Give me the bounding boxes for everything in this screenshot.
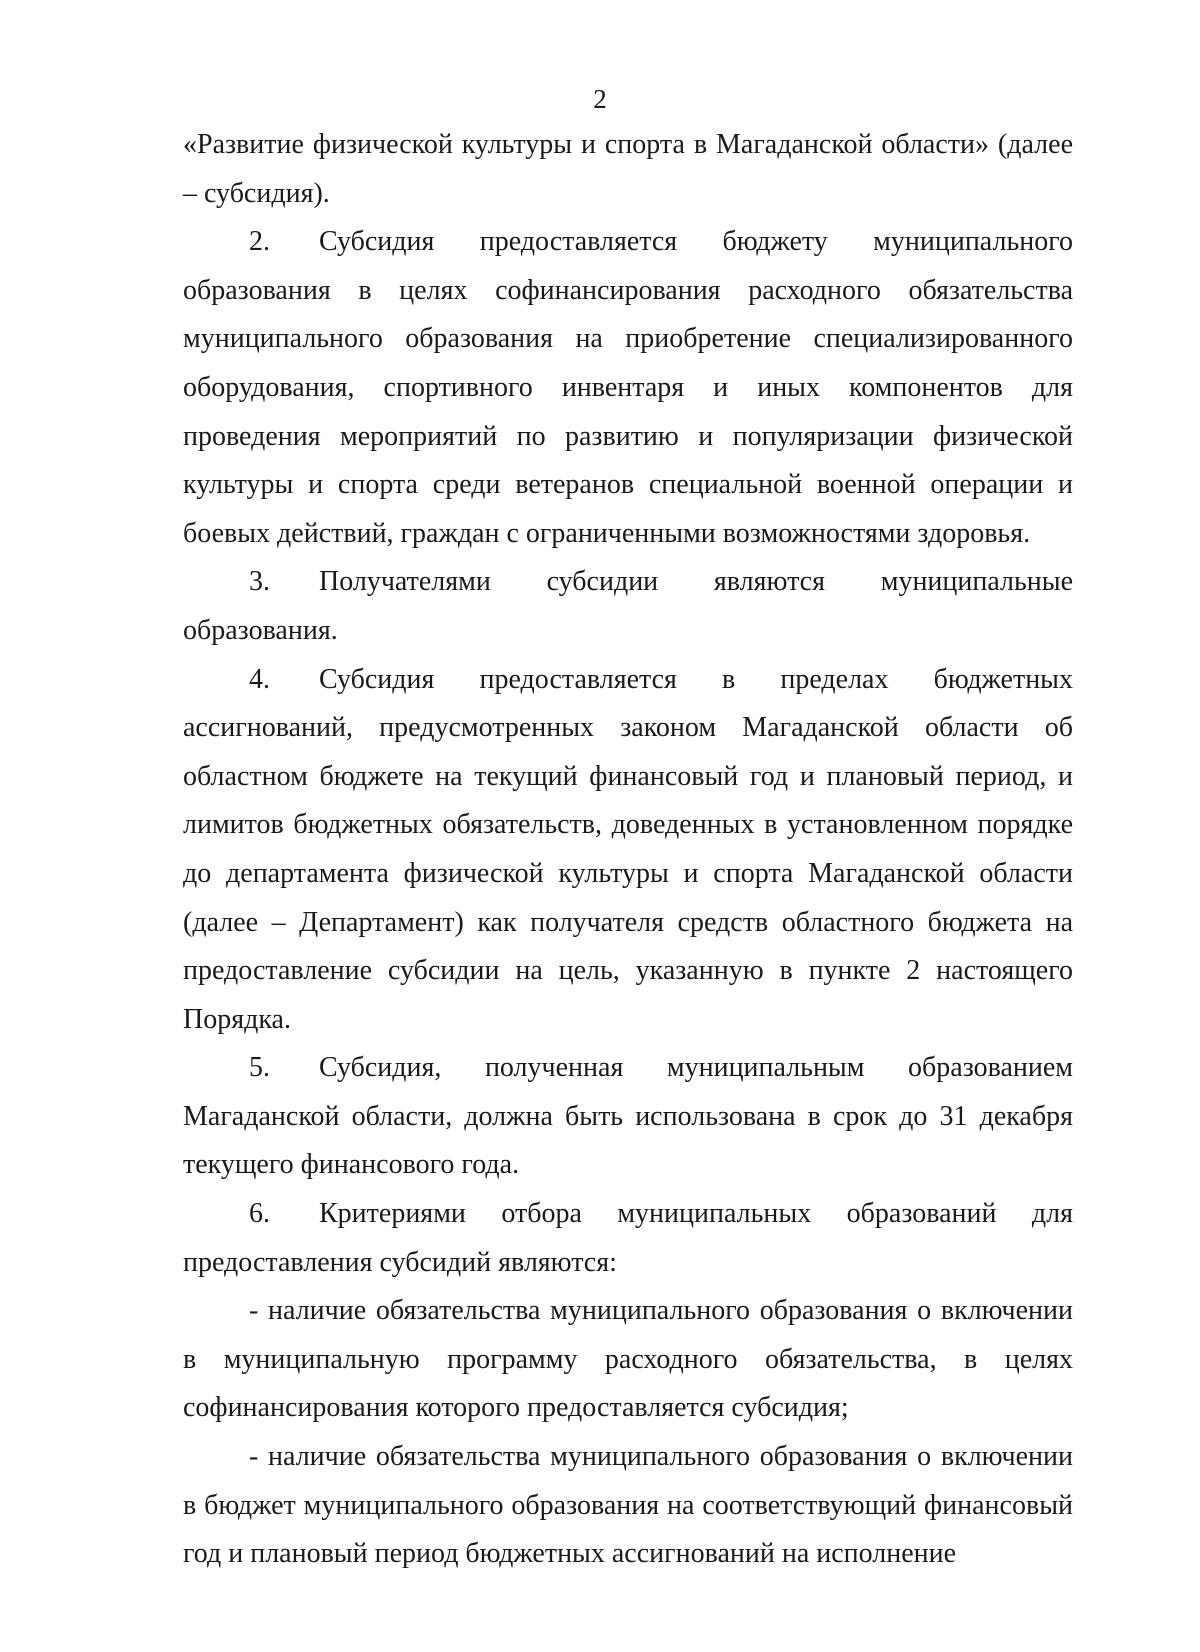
criteria-list-item: - наличие обязательства муниципального образования о включении в бюджет муниципального образования на соответствующий финансовый год и плановый период бюджетных ассигнований на исполнение (183, 1441, 1073, 1570)
paragraph-number: 3. (249, 566, 270, 598)
paragraph-number: 5. (249, 1052, 270, 1084)
paragraph-1-continuation (183, 121, 1073, 218)
paragraph-number: 4. (249, 663, 270, 695)
paragraph-4 (183, 656, 1073, 1045)
document-body (183, 121, 1073, 1579)
paragraph-text: Субсидия предоставляется в пределах бюджетных ассигнований, предусмотренных законом Магаданской области об областном бюджете на текущий финансовый год и плановый период, и лимитов бюджетных обязательств, доведенных в установленном порядке до департамента физической культуры и спорта Магаданской области (далее – Департамент) как получателя средств областного бюджета на предоставление субсидии на цель, указанную в пункте 2 настоящего Порядка. (183, 663, 1073, 1035)
paragraph-text: Субсидия предоставляется бюджету муниципального образования в целях софинансирования расходного обязательства муниципального образования на приобретение специализированного оборудования, спортивного инвентаря и иных компонентов для проведения мероприятий по развитию и популяризации физической культуры и спорта среди ветеранов специальной военной операции и боевых действий, граждан с ограниченными возможностями здоровья. (183, 226, 1073, 549)
paragraph-text: Получателями субсидии являются муниципальные образования. (183, 566, 1073, 646)
paragraph-text: «Развитие физической культуры и спорта в Магаданской области» (далее – субсидия). (183, 129, 1073, 209)
paragraph-number: 2. (249, 226, 270, 258)
paragraph-3 (183, 558, 1073, 655)
paragraph-text: Субсидия, полученная муниципальным образованием Магаданской области, должна быть использована в срок до 31 декабря текущего финансового года. (183, 1052, 1073, 1181)
criteria-list-item: - наличие обязательства муниципального образования о включении в муниципальную программу расходного обязательства, в целях софинансирования которого предоставляется субсидия; (183, 1295, 1073, 1424)
paragraph-6 (183, 1190, 1073, 1287)
paragraph-2 (183, 218, 1073, 558)
paragraph-text: Критериями отбора муниципальных образований для предоставления субсидий являются: (183, 1198, 1073, 1278)
paragraph-5 (183, 1044, 1073, 1190)
page-number: 2 (593, 84, 607, 114)
paragraph-number: 6. (249, 1198, 270, 1230)
